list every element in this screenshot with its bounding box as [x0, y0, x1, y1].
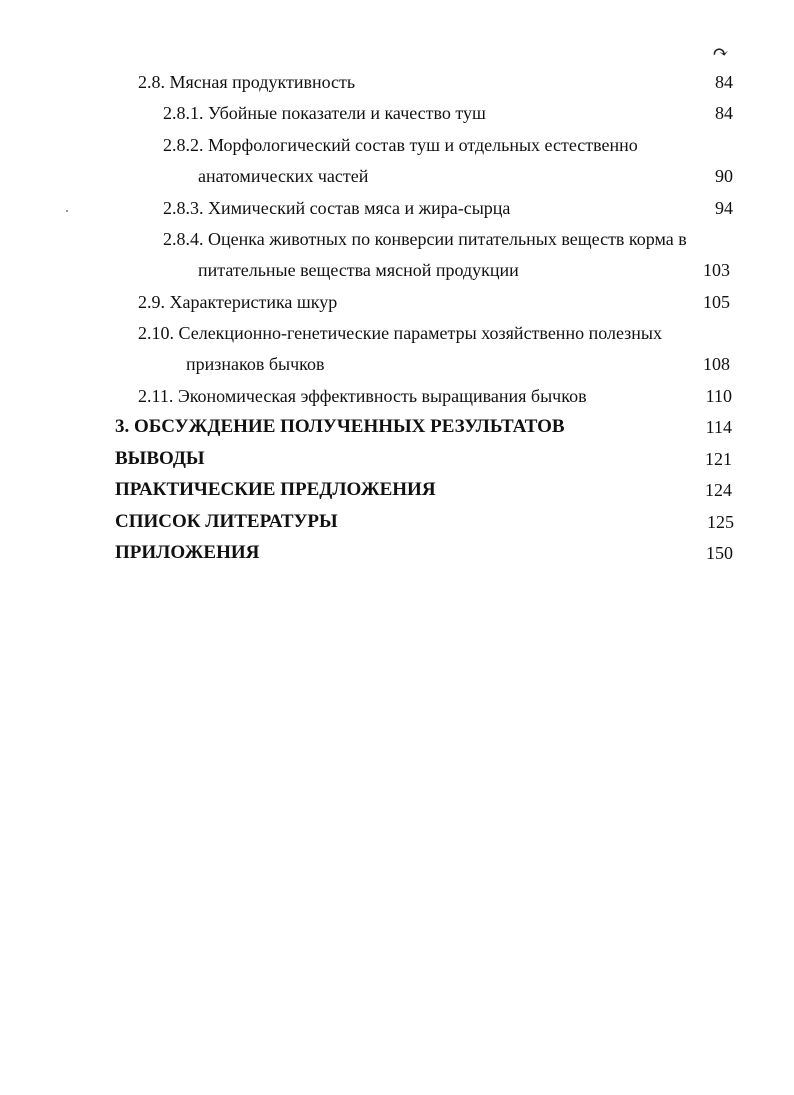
toc-section-title: ПРАКТИЧЕСКИЕ ПРЕДЛОЖЕНИЯ — [115, 479, 436, 500]
toc-entry-title: 2.9. Характеристика шкур — [138, 292, 338, 312]
toc-section-title: ПРИЛОЖЕНИЯ — [115, 542, 260, 563]
toc-section-title: СПИСОК ЛИТЕРАТУРЫ — [115, 511, 338, 532]
page-number-mark: ↷ — [710, 40, 731, 66]
toc-entry-title: 2.11. Экономическая эффективность выращивания бычков — [138, 386, 587, 406]
toc-entry-page: 90 — [715, 166, 733, 186]
toc-entry-page: 125 — [707, 512, 734, 532]
toc-entry-page: 103 — [703, 260, 730, 280]
scan-speck — [66, 210, 68, 212]
toc-entry-title: 2.8.3. Химический состав мяса и жира-сырца — [163, 198, 511, 218]
toc-entry-title: 2.10. Селекционно-генетические параметры хозяйственно полезных — [138, 323, 662, 343]
toc-entry-page: 94 — [715, 198, 733, 218]
toc-entry-title: 2.8.4. Оценка животных по конверсии питательных веществ корма в — [163, 229, 687, 249]
toc-section-title: 3. ОБСУЖДЕНИЕ ПОЛУЧЕННЫХ РЕЗУЛЬТАТОВ — [115, 416, 565, 437]
toc-entry-page: 108 — [703, 354, 730, 374]
toc-entry-page: 124 — [705, 480, 732, 500]
toc-entry-title: 2.8.1. Убойные показатели и качество туш — [163, 103, 486, 123]
toc-entry-title: 2.8.2. Морфологический состав туш и отдельных естественно — [163, 135, 638, 155]
toc-entry-title: 2.8. Мясная продуктивность — [138, 72, 356, 92]
toc-entry-page: 121 — [705, 449, 732, 469]
toc-entry-title-continuation: анатомических частей — [198, 166, 369, 186]
toc-entry-page: 110 — [705, 386, 732, 406]
toc-entry-title-continuation: признаков бычков — [186, 354, 325, 374]
toc-entry-page: 150 — [706, 543, 733, 563]
toc-entry-page: 114 — [705, 417, 732, 437]
toc-entry-title-continuation: питательные вещества мясной продукции — [198, 260, 519, 280]
toc-entry-page: 84 — [715, 72, 733, 92]
toc-entry-page: 84 — [715, 103, 733, 123]
toc-section-title: ВЫВОДЫ — [115, 448, 205, 469]
toc-entry-page: 105 — [703, 292, 730, 312]
